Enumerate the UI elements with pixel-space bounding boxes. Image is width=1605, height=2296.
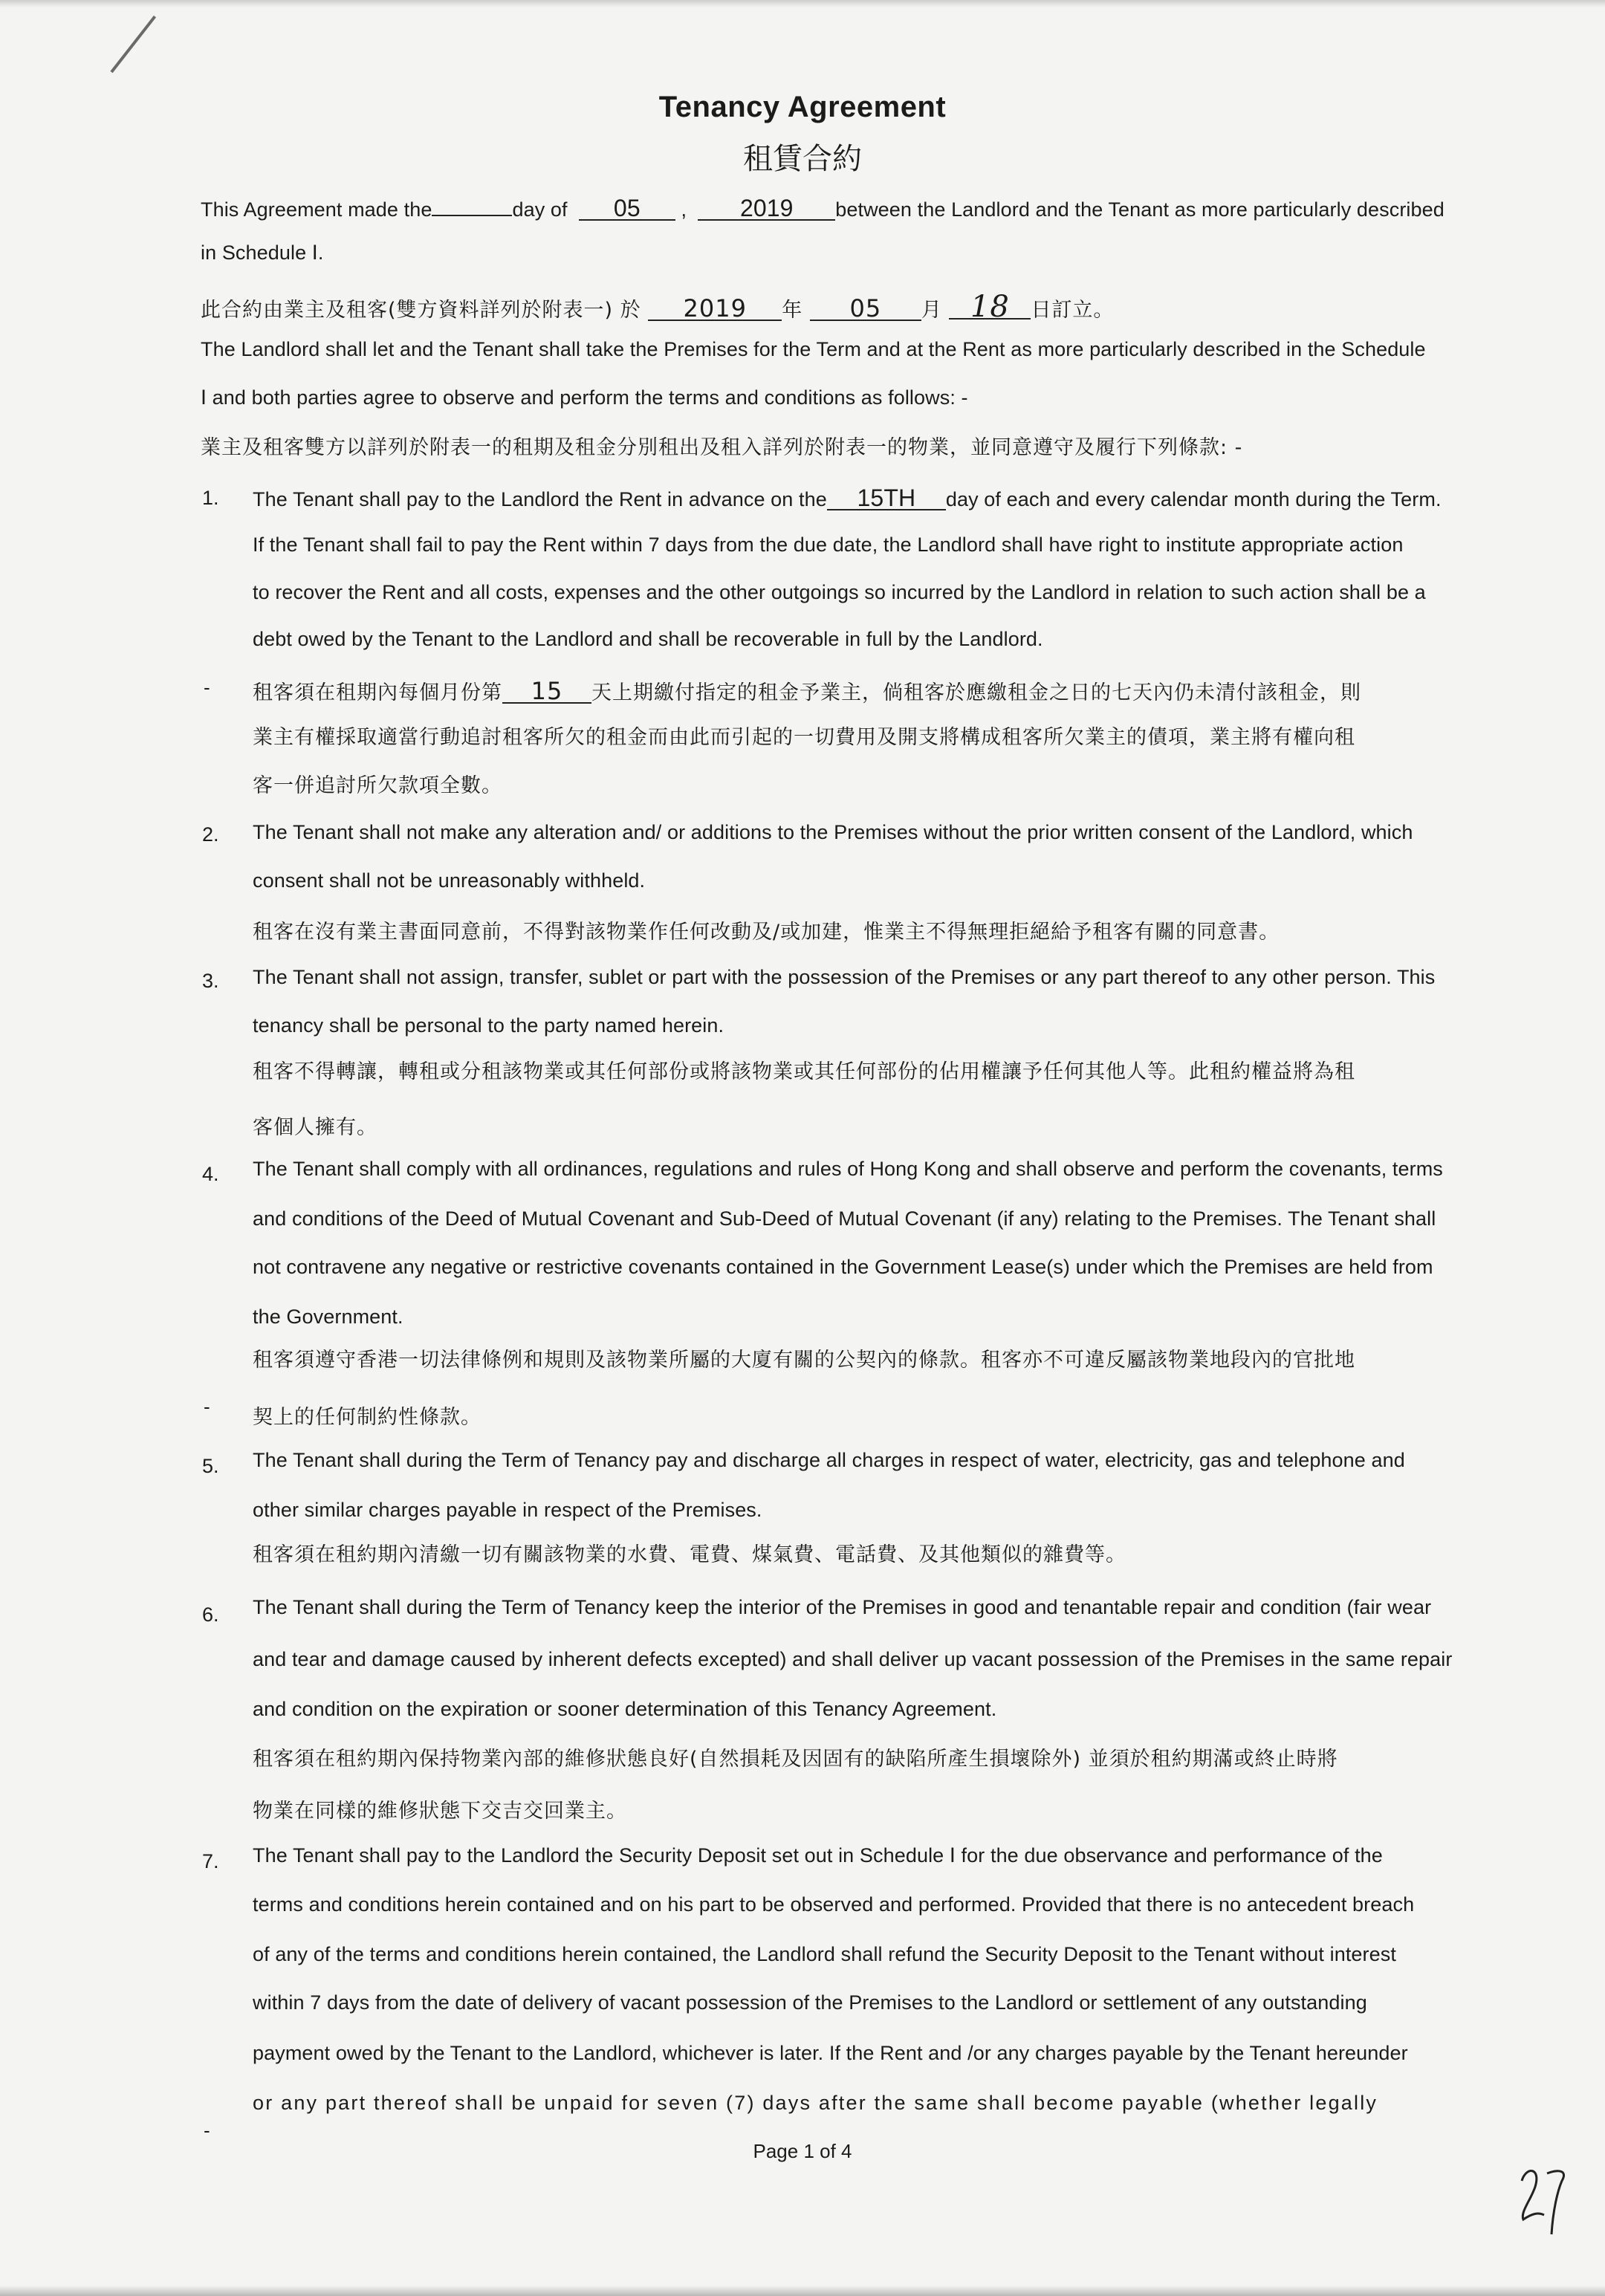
clause-7-line-1: The Tenant shall pay to the Landlord the Security Deposit set out in Schedule Ⅰ for the due observance and performance of the [253,1844,1383,1867]
zh-month-field: 05 [810,297,921,321]
clause-2-number: 2. [202,823,219,846]
clause-1-line-2: If the Tenant shall fail to pay the Rent within 7 days from the due date, the Landlord shall have right to institute appropriate action [253,534,1404,556]
scan-edge-bottom [0,2286,1605,2296]
page-footer: Page 1 of 4 [753,2140,852,2162]
clause-5-number: 5. [202,1455,219,1477]
clause-5-line-1: The Tenant shall during the Term of Tenancy pay and discharge all charges in respect of water, electricity, gas and telephone and [253,1449,1405,1471]
margin-dash-1: - [204,676,210,698]
clause-1-zh-text-b: 天上期繳付指定的租金予業主，倘租客於應繳租金之日的七天內仍未清付該租金，則 [591,681,1361,704]
intro-chinese-line-2: 業主及租客雙方以詳列於附表一的租期及租金分別租出及租入詳列於附表一的物業，並同意遵守及履行下列條款: - [201,436,1243,459]
clause-7-line-4: within 7 days from the date of delivery of vacant possession of the Premises to the Landlord or settlement of any outstanding [253,1991,1367,2014]
intro-line-5: Ⅰ and both parties agree to observe and perform the terms and conditions as follows: - [201,386,968,409]
clause-7-line-2: terms and conditions herein contained and on his part to be observed and performed. Provided that there is no antecedent breach [253,1893,1415,1916]
clause-1-line-4: debt owed by the Tenant to the Landlord and shall be recoverable in full by the Landlord. [253,628,1043,650]
clause-6-line-1: The Tenant shall during the Term of Tenancy keep the interior of the Premises in good and tenantable repair and condition (fair wear [253,1596,1432,1618]
zh-rent-day-field: 15 [502,680,591,704]
clause-6-number: 6. [202,1603,219,1626]
clause-4-line-3: not contravene any negative or restrictive covenants contained in the Government Lease(s) under which the Premises are held from [253,1256,1433,1278]
clause-4-line-2: and conditions of the Deed of Mutual Covenant and Sub-Deed of Mutual Covenant (if any) relating to the Premises. The Tenant shall [253,1207,1436,1230]
clause-7-line-5: payment owed by the Tenant to the Landlord, whichever is later. If the Rent and /or any charges payable by the Tenant hereunder [253,2042,1408,2064]
clause-1-text-a: The Tenant shall pay to the Landlord the Rent in advance on the [253,488,827,510]
clause-1-number: 1. [202,487,219,509]
intro-zh-text-b: 日訂立。 [1031,299,1115,322]
clause-6-zh-line-2: 物業在同樣的維修狀態下交吉交回業主。 [253,1800,627,1823]
clause-1-text-b: day of each and every calendar month during the Term. [945,488,1442,510]
title-chinese: 租賃合約 [743,142,862,176]
comma: , [681,198,687,221]
clause-2-line-1: The Tenant shall not make any alteration and/ or additions to the Premises without the prior written consent of the Landlord, which [253,821,1413,843]
scan-edge-top [0,0,1605,7]
zh-year-char: 年 [782,299,803,322]
clause-3-zh-line-1: 租客不得轉讓，轉租或分租該物業或其任何部份或將該物業或其任何部份的佔用權讓予任何其他人等。此租約權益將為租 [253,1060,1355,1083]
zh-month-char: 月 [921,299,942,322]
clause-7-line-3: of any of the terms and conditions herein contained, the Landlord shall refund the Security Deposit to the Tenant without interest [253,1943,1396,1965]
intro-text-c: between the Landlord and the Tenant as more particularly described [835,198,1444,221]
month-field: 05 [579,197,675,221]
clause-7-line-6: or any part thereof shall be unpaid for seven (7) days after the same shall become payable (whether legally [253,2092,1378,2114]
title-english: Tenancy Agreement [658,91,947,123]
clause-2-zh-line-1: 租客在沒有業主書面同意前，不得對該物業作任何改動及/或加建，惟業主不得無理拒絕給予租客有關的同意書。 [253,921,1280,944]
clause-4-zh-line-2: 契上的任何制約性條款。 [253,1406,482,1429]
intro-text-a: This Agreement made the [201,198,432,221]
clause-5-line-2: other similar charges payable in respect of the Premises. [253,1499,762,1521]
clause-4-number: 4. [202,1163,219,1185]
clause-3-zh-line-2: 客個人擁有。 [253,1116,377,1139]
intro-chinese-line [201,290,1115,324]
margin-dash-3: - [204,2119,210,2141]
intro-zh-text-a: 此合約由業主及租客(雙方資料詳列於附表一) 於 [201,299,641,322]
clause-1-line-1 [253,484,1442,511]
staple-mark [110,16,156,73]
clause-3-line-1: The Tenant shall not assign, transfer, sublet or part with the possession of the Premises or any part thereof to any other person. This [253,966,1436,988]
clause-1-line-3: to recover the Rent and all costs, expenses and the other outgoings so incurred by the Landlord in relation to such action shall be a [253,581,1426,603]
rent-day-field: 15TH [827,487,946,510]
clause-6-line-3: and condition on the expiration or sooner determination of this Tenancy Agreement. [253,1698,997,1720]
zh-year-field: 2019 [648,297,782,321]
clause-3-line-2: tenancy shall be personal to the party named herein. [253,1014,724,1037]
clause-3-number: 3. [202,970,219,992]
intro-line-1 [201,197,1444,221]
clause-1-zh-line-2: 業主有權採取適當行動追討租客所欠的租金而由此而引起的一切費用及開支將構成租客所欠業主的債項，業主將有權向租 [253,726,1355,749]
clause-4-line-1: The Tenant shall comply with all ordinances, regulations and rules of Hong Kong and shall observe and perform the covenants, terms [253,1158,1443,1180]
clause-2-line-2: consent shall not be unreasonably withheld. [253,869,646,892]
margin-dash-2: - [204,1395,210,1418]
year-field: 2019 [698,197,835,221]
day-blank [432,215,512,216]
clause-4-line-4: the Government. [253,1306,403,1328]
clause-6-line-2: and tear and damage caused by inherent defects excepted) and shall deliver up vacant possession of the Premises in the same repair [253,1648,1453,1670]
intro-line-2: in Schedule Ⅰ. [201,241,324,264]
clause-5-zh-line-1: 租客須在租約期內清繳一切有關該物業的水費、電費、煤氣費、電話費、及其他類似的雜費等。 [253,1543,1126,1566]
zh-day-handwritten: 18 [949,296,1031,320]
clause-1-zh-line-1 [253,676,1361,705]
clause-4-zh-line-1: 租客須遵守香港一切法律條例和規則及該物業所屬的大廈有關的公契內的條款。租客亦不可違反屬該物業地段內的官批地 [253,1349,1355,1372]
clause-1-zh-line-3: 客一併追討所欠款項全數。 [253,774,502,797]
intro-text-b: day of [512,198,568,221]
clause-1-zh-text-a: 租客須在租期內每個月份第 [253,681,502,704]
handwritten-initials-signature [1516,2151,1575,2240]
clause-7-number: 7. [202,1850,219,1872]
clause-6-zh-line-1: 租客須在租約期內保持物業內部的維修狀態良好(自然損耗及因固有的缺陷所產生損壞除外) 並須於租約期滿或終止時將 [253,1748,1338,1771]
intro-line-4: The Landlord shall let and the Tenant shall take the Premises for the Term and at the Rent as more particularly described in the Schedule [201,338,1426,360]
